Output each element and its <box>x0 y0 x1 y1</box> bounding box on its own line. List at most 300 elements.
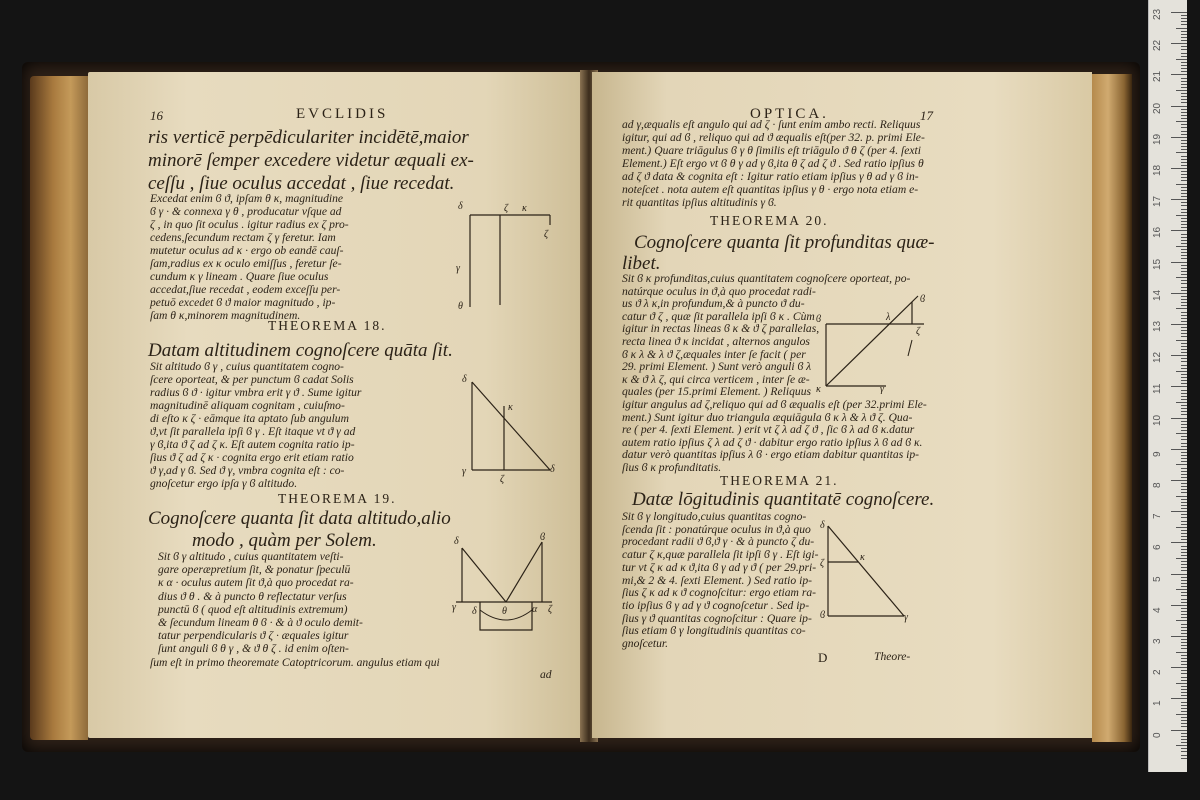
text-line: petuō excedet ϐ ϑ maior magnitudo , ip- <box>150 296 336 309</box>
ruler-tick <box>1171 480 1187 481</box>
ruler-tick <box>1181 474 1187 475</box>
ruler-tick <box>1181 333 1187 334</box>
ruler-tick <box>1176 745 1187 746</box>
ruler-tick <box>1181 555 1187 556</box>
ruler-label: 23 <box>1152 8 1163 20</box>
theorem-title: Datam altitudinem cognoſcere quāta ſit. <box>148 340 453 361</box>
ruler-tick <box>1181 34 1187 35</box>
text-line: rit quantitas ipſius altitudinis γ ϐ. <box>622 196 777 209</box>
text-line: tatur perpendicularis ϑ ζ · æquales igitur <box>158 629 349 643</box>
ruler-label: 12 <box>1152 352 1163 364</box>
ruler-tick <box>1171 605 1187 606</box>
ruler-tick <box>1181 602 1187 603</box>
theorem-title: modo , quàm per Solem. <box>192 530 377 551</box>
figure-label: γ <box>456 263 460 274</box>
ruler-tick <box>1181 177 1187 178</box>
ruler-tick <box>1181 595 1187 596</box>
ruler-tick <box>1181 78 1187 79</box>
ruler-tick <box>1171 698 1187 699</box>
ruler-tick <box>1176 340 1187 341</box>
ruler-tick <box>1181 627 1187 628</box>
ruler-tick <box>1181 617 1187 618</box>
figure-label: θ <box>502 606 507 617</box>
figure-label: δ <box>550 464 555 475</box>
ruler-tick <box>1176 152 1187 153</box>
ruler-tick <box>1181 71 1187 72</box>
ruler-tick <box>1181 393 1187 394</box>
ruler-tick <box>1181 549 1187 550</box>
ruler-tick <box>1181 439 1187 440</box>
ruler-tick <box>1181 577 1187 578</box>
ruler-tick <box>1181 56 1187 57</box>
ruler-tick <box>1171 511 1187 512</box>
figure-label: α <box>532 604 538 615</box>
ruler-tick <box>1181 689 1187 690</box>
ruler-tick <box>1181 249 1187 250</box>
ruler-tick <box>1181 358 1187 359</box>
ruler-tick <box>1181 171 1187 172</box>
ruler-tick <box>1181 302 1187 303</box>
ruler-tick <box>1181 224 1187 225</box>
figure-label: γ <box>462 466 466 477</box>
ruler-tick <box>1171 230 1187 231</box>
ruler-tick <box>1176 496 1187 497</box>
ruler-tick <box>1181 677 1187 678</box>
figure-diagram <box>460 372 560 484</box>
ruler-label: 9 <box>1152 451 1163 457</box>
ruler-tick <box>1181 486 1187 487</box>
ruler-tick <box>1181 84 1187 85</box>
ruler-tick <box>1171 12 1187 13</box>
ruler-tick <box>1181 561 1187 562</box>
ruler-label: 0 <box>1152 732 1163 738</box>
ruler-label: 20 <box>1152 102 1163 114</box>
ruler-tick <box>1181 711 1187 712</box>
text-line: catur ζ κ,quæ parallela ſit ipſi ϐ γ . Eſt igi- <box>622 548 819 562</box>
ruler-tick <box>1176 464 1187 465</box>
ruler-tick <box>1181 336 1187 337</box>
ruler-tick <box>1181 283 1187 284</box>
ruler-tick <box>1181 530 1187 531</box>
ruler-tick <box>1181 680 1187 681</box>
ruler-tick <box>1181 446 1187 447</box>
ruler-tick <box>1181 112 1187 113</box>
ruler-tick <box>1171 106 1187 107</box>
figure-label: θ <box>458 301 463 312</box>
ruler-tick <box>1181 40 1187 41</box>
text-line: Sit altitudo ϐ γ , cuius quantitatem cogno- <box>150 360 344 373</box>
ruler-tick <box>1181 62 1187 63</box>
ruler-tick <box>1181 539 1187 540</box>
ruler-tick <box>1181 633 1187 634</box>
theorem-title: Datæ lōgitudinis quantitatē cognoſcere. <box>632 489 935 510</box>
ruler-tick <box>1181 15 1187 16</box>
text-line: Excedat enim ϐ ϑ, ipſam θ κ, magnitudine <box>150 192 344 205</box>
ruler-label: 5 <box>1152 576 1163 582</box>
ruler-tick <box>1181 187 1187 188</box>
text-line: datur verò quantitas ipſius λ ϐ · ergo etiam dabitur quantitas ip- <box>622 448 919 462</box>
signature-mark: D <box>818 650 828 665</box>
ruler-label: 14 <box>1152 289 1163 301</box>
text-line: 29. primi Element. ) Sunt verò anguli ϐ λ <box>622 360 812 374</box>
ruler-tick <box>1181 514 1187 515</box>
text-line: us ϑ λ κ,in profundum,& à puncto ϑ du- <box>622 297 805 311</box>
ruler-tick <box>1181 268 1187 269</box>
ruler-tick <box>1176 28 1187 29</box>
ruler-tick <box>1181 140 1187 141</box>
text-line: cedens,ſecundum rectam ζ γ feretur. Iam <box>150 231 336 244</box>
ruler-tick <box>1171 542 1187 543</box>
theorem-title: libet. <box>622 253 661 274</box>
ruler-label: 21 <box>1152 71 1163 83</box>
ruler-tick <box>1181 483 1187 484</box>
ruler-tick <box>1181 692 1187 693</box>
ruler-tick <box>1181 377 1187 378</box>
ruler-tick <box>1181 630 1187 631</box>
ruler-label: 11 <box>1152 384 1163 395</box>
left-page <box>88 72 585 738</box>
ruler-tick <box>1171 730 1187 731</box>
ruler-tick <box>1181 717 1187 718</box>
ruler-tick <box>1181 134 1187 135</box>
ruler-tick <box>1171 168 1187 169</box>
text-line: ſam θ κ,minorem magnitudinem. <box>150 309 301 322</box>
ruler-tick <box>1181 726 1187 727</box>
ruler-label: 13 <box>1152 320 1163 332</box>
text-line: autem ratio ipſius ζ λ ad ζ ϑ · dabitur ergo ratio ipſius λ ϐ ad ϐ κ. <box>622 435 923 449</box>
text-line: minorē ſemper excedere videtur æquali ex- <box>148 150 474 171</box>
text-line: noteſcet . nota autem eſt quantitas ipſius γ θ · ergo nota etiam e- <box>622 183 919 196</box>
ruler-tick <box>1181 243 1187 244</box>
text-line: cundum κ γ lineam . Quare ſiue oculus <box>150 270 329 283</box>
theorem-title: Cognoſcere quanta ſit profunditas quæ- <box>634 232 935 253</box>
text-line: re ( per 4. ſexti Element. ) erit vt ζ λ ad ζ ϑ , ſic ϐ λ ad ϐ κ.datur <box>622 423 915 437</box>
ruler-tick <box>1176 59 1187 60</box>
ruler-tick <box>1181 458 1187 459</box>
ruler-tick <box>1181 227 1187 228</box>
ruler-tick <box>1181 673 1187 674</box>
ruler-tick <box>1181 99 1187 100</box>
figure-label: γ <box>904 612 908 623</box>
figure-label: ϐ <box>540 532 545 543</box>
ruler-tick <box>1171 43 1187 44</box>
ruler-tick <box>1176 433 1187 434</box>
ruler-tick <box>1181 343 1187 344</box>
text-line: ſcenda ſit : ponatúrque oculus in ϑ,à quo <box>622 522 811 536</box>
ruler-tick <box>1181 46 1187 47</box>
text-line: ceſſu , ſiue oculus accedat , ſiue recedat. <box>148 173 455 194</box>
ruler-tick <box>1181 720 1187 721</box>
ruler-tick <box>1181 748 1187 749</box>
ruler-tick <box>1181 165 1187 166</box>
ruler-tick <box>1181 489 1187 490</box>
ruler-tick <box>1181 287 1187 288</box>
ruler-tick <box>1181 424 1187 425</box>
ruler-tick <box>1181 533 1187 534</box>
text-line: tio ipſius ϐ γ ad γ ϑ cognoſcetur . Sed ip- <box>622 598 810 612</box>
text-line: accedat,ſiue recedat , eodem exceſſu per- <box>150 283 341 296</box>
ruler-tick <box>1171 636 1187 637</box>
ruler-tick <box>1181 505 1187 506</box>
text-line: igitur angulus ad ζ,reliquo qui ad ϐ æqualis eſt (per 32.primi Ele- <box>622 398 927 411</box>
ruler-tick <box>1181 93 1187 94</box>
ruler-tick <box>1181 570 1187 571</box>
ruler-tick <box>1176 652 1187 653</box>
ruler-tick <box>1181 221 1187 222</box>
text-line: tur vt ζ κ ad κ ϑ,ita ϐ γ ad γ ϑ ( per 29.pri- <box>622 560 817 574</box>
text-line: ſius ϐ κ profunditatis. <box>622 461 722 474</box>
ruler-tick <box>1181 115 1187 116</box>
figure-diagram <box>448 197 558 317</box>
ruler-label: 15 <box>1152 258 1163 270</box>
ruler-tick <box>1181 639 1187 640</box>
ruler-tick <box>1181 237 1187 238</box>
ruler-tick <box>1181 190 1187 191</box>
figure-label: δ <box>458 201 463 212</box>
page-number: 16 <box>150 108 163 123</box>
ruler-tick <box>1181 405 1187 406</box>
ruler-tick <box>1171 418 1187 419</box>
text-line: ϐ κ λ & λ ϑ ζ,æquales inter ſe facit ( per <box>622 347 806 361</box>
ruler-tick <box>1181 430 1187 431</box>
figure-label: γ <box>880 384 884 394</box>
ruler-tick <box>1181 146 1187 147</box>
ruler-tick <box>1176 714 1187 715</box>
text-line: radius ϐ ϑ · igitur vmbra erit γ ϑ . Sume igitur <box>150 386 362 399</box>
ruler-tick <box>1181 258 1187 259</box>
ruler-tick <box>1181 624 1187 625</box>
ruler-tick <box>1181 274 1187 275</box>
ruler-tick <box>1181 492 1187 493</box>
ruler-tick <box>1181 271 1187 272</box>
ruler-tick <box>1181 695 1187 696</box>
ruler-tick <box>1181 461 1187 462</box>
ruler-tick <box>1181 755 1187 756</box>
text-line: recta linea ϑ κ incidat , alternos angulos <box>622 335 810 348</box>
ruler-tick <box>1181 708 1187 709</box>
ruler-tick <box>1181 81 1187 82</box>
ruler-label: 10 <box>1152 414 1163 426</box>
ruler-tick <box>1181 499 1187 500</box>
ruler-tick <box>1171 574 1187 575</box>
ruler-tick <box>1181 174 1187 175</box>
text-line: ſum eſt in primo theoremate Catoptricorum. angulus etiam qui <box>150 656 440 669</box>
theorem-heading: THEOREMA 18. <box>268 318 387 333</box>
ruler-tick <box>1181 443 1187 444</box>
ruler-tick <box>1181 255 1187 256</box>
ruler-tick <box>1181 127 1187 128</box>
ruler-tick <box>1181 280 1187 281</box>
ruler-tick <box>1181 686 1187 687</box>
ruler-tick <box>1181 733 1187 734</box>
text-line: dius ϑ θ . & à puncto θ reflectatur verſus <box>158 589 347 603</box>
ruler-tick <box>1181 661 1187 662</box>
ruler-tick <box>1171 293 1187 294</box>
text-line: κ & ϑ λ ζ, qui circa verticem , inter ſe æ- <box>622 372 810 386</box>
text-line: ſius ζ κ ad κ ϑ cognoſcitur: ergo etiam ra- <box>622 586 817 600</box>
running-header: OPTICA. <box>750 106 829 122</box>
ruler-tick <box>1181 739 1187 740</box>
ruler-tick <box>1171 137 1187 138</box>
ruler-tick <box>1181 411 1187 412</box>
ruler-tick <box>1181 645 1187 646</box>
ruler-tick <box>1181 421 1187 422</box>
text-line: ϑ γ,ad γ ϐ. Sed ϑ γ, vmbra cognita eſt : co- <box>150 464 345 477</box>
text-line: igitur in rectas lineas ϐ κ & ϑ ζ parallelas, <box>622 322 820 336</box>
ruler-tick <box>1181 546 1187 547</box>
ruler-tick <box>1181 524 1187 525</box>
text-line: quales (per 15.primi Element. ) Reliquus <box>622 385 812 399</box>
ruler-tick <box>1176 402 1187 403</box>
ruler-tick <box>1176 90 1187 91</box>
text-line: & ſecundum lineam θ ϐ · & à ϑ oculo demit- <box>158 616 363 629</box>
ruler-tick <box>1181 580 1187 581</box>
ruler-tick <box>1181 564 1187 565</box>
ruler-tick <box>1181 583 1187 584</box>
ruler-label: 17 <box>1152 196 1163 208</box>
book-edge-left <box>30 76 88 740</box>
ruler-tick <box>1176 371 1187 372</box>
ruler-tick <box>1181 368 1187 369</box>
ruler-tick <box>1181 508 1187 509</box>
ruler-tick <box>1181 521 1187 522</box>
ruler-tick <box>1181 642 1187 643</box>
text-line: catur ϑ ζ , quæ ſit parallela ipſi ϐ κ . Cùm <box>622 309 815 323</box>
ruler-tick <box>1176 620 1187 621</box>
theorem-heading: THEOREMA 19. <box>278 491 397 506</box>
ruler-tick <box>1181 290 1187 291</box>
text-line: mutetur oculus ad κ · ergo ob eandē cauſ- <box>150 244 344 257</box>
ruler-tick <box>1176 121 1187 122</box>
ruler-tick <box>1181 156 1187 157</box>
figure-diagram <box>816 294 928 394</box>
ruler-label: 2 <box>1152 669 1163 676</box>
ruler-tick <box>1181 349 1187 350</box>
ruler-tick <box>1181 65 1187 66</box>
ruler-tick <box>1176 184 1187 185</box>
ruler-label: 19 <box>1152 133 1163 145</box>
figure-label: ζ <box>916 326 921 337</box>
ruler-tick <box>1181 452 1187 453</box>
text-line: magnitudinē aliquam cognitam , cuiuſmo- <box>150 399 345 412</box>
figure-label: ζ <box>548 604 553 615</box>
ruler-tick <box>1181 390 1187 391</box>
ruler-label: 22 <box>1152 40 1163 52</box>
figure-label: ζ <box>504 203 509 214</box>
ruler-tick <box>1181 408 1187 409</box>
text-line: κ α · oculus autem ſit ϑ,à quo procedat ra- <box>158 576 354 590</box>
text-line: gnoſcetur ergo ipſa γ ϐ altitudo. <box>150 477 298 490</box>
ruler-label: 1 <box>1152 700 1163 707</box>
text-line: Element.) Eſt ergo vt ϐ θ γ ad γ ϐ,ita θ ζ ad ζ ϑ . Sed ratio ipſius θ <box>622 157 924 170</box>
ruler-label: 18 <box>1152 164 1163 176</box>
text-line: gare operæpretium ſit, & ponatur ſpeculū <box>158 563 351 577</box>
ruler-tick <box>1181 21 1187 22</box>
ruler-tick <box>1181 209 1187 210</box>
ruler-tick <box>1181 517 1187 518</box>
ruler-tick <box>1181 567 1187 568</box>
catchword: ad <box>540 668 552 681</box>
ruler-label: 7 <box>1152 513 1163 520</box>
running-header: EVCLIDIS <box>296 106 389 122</box>
ruler-tick <box>1181 37 1187 38</box>
ruler-tick <box>1181 305 1187 306</box>
ruler-tick <box>1181 124 1187 125</box>
ruler-tick <box>1171 355 1187 356</box>
ruler-tick <box>1181 396 1187 397</box>
ruler-tick <box>1181 346 1187 347</box>
ruler-tick <box>1181 614 1187 615</box>
ruler-label: 3 <box>1152 638 1163 644</box>
ruler-tick <box>1176 246 1187 247</box>
theorem-heading: THEOREMA 20. <box>710 213 829 228</box>
figure-label: ϐ <box>816 314 821 325</box>
text-line: ad γ,æqualis eſt angulo qui ad ζ · ſunt enim ambo recti. Reliquus <box>622 118 921 131</box>
text-line: ſius etiam ϐ γ longitudinis quantitas co- <box>622 624 806 638</box>
ruler-tick <box>1181 143 1187 144</box>
ruler-tick <box>1181 751 1187 752</box>
figure-label: δ <box>454 536 459 547</box>
ruler-tick <box>1181 265 1187 266</box>
ruler-tick <box>1181 96 1187 97</box>
ruler-label: 4 <box>1152 607 1163 613</box>
ruler-tick <box>1171 199 1187 200</box>
ruler-tick <box>1181 586 1187 587</box>
text-line: ment.) Sunt igitur duo triangula æquiāgula ϐ κ λ & λ ϑ ζ. Qua- <box>622 410 913 424</box>
ruler-tick <box>1181 296 1187 297</box>
ruler-tick <box>1181 159 1187 160</box>
ruler-tick <box>1181 87 1187 88</box>
text-line: ϑ,vt ſit parallela ipſi ϐ γ . Eſt itaque vt ϑ γ ad <box>150 425 356 438</box>
figure-label: ϐ <box>920 294 925 305</box>
ruler-tick <box>1181 131 1187 132</box>
text-line: ſunt anguli ϐ θ γ , & ϑ θ ζ . id enim oſten- <box>158 642 349 656</box>
figure-label: κ <box>508 402 513 413</box>
figure-label: γ <box>452 602 456 613</box>
page-number: 17 <box>920 108 933 123</box>
text-line: ad ζ ϑ data & cognita eſt : Igitur ratio etiam ipſius γ θ ad γ ϐ in- <box>622 170 919 183</box>
right-page <box>592 72 1092 738</box>
text-line: igitur, qui ad ϐ , reliquo qui ad ϑ æqualis eſt(per 32. p. primi Ele- <box>622 131 925 144</box>
ruler-tick <box>1181 252 1187 253</box>
ruler-tick <box>1181 205 1187 206</box>
ruler-tick <box>1181 552 1187 553</box>
theorem-heading: THEOREMA 21. <box>720 473 839 488</box>
ruler-tick <box>1181 455 1187 456</box>
text-line: ſam,radius ex κ oculo emiſſus , feretur ſe- <box>150 257 342 270</box>
text-line: mi,& 2 & 4. ſexti Element. ) Sed ratio ip- <box>622 573 812 587</box>
figure-label: δ <box>472 606 477 617</box>
measurement-ruler <box>1148 0 1187 772</box>
ruler-tick <box>1181 234 1187 235</box>
ruler-tick <box>1176 558 1187 559</box>
ruler-tick <box>1181 202 1187 203</box>
text-line: γ ϐ,ita ϑ ζ ad ζ κ. Eſt autem cognita ratio ip- <box>150 438 355 451</box>
ruler-tick <box>1181 361 1187 362</box>
ruler-tick <box>1181 102 1187 103</box>
ruler-tick <box>1181 705 1187 706</box>
ruler-tick <box>1181 536 1187 537</box>
ruler-tick <box>1181 648 1187 649</box>
figure-label: ζ <box>500 474 505 484</box>
ruler-tick <box>1181 502 1187 503</box>
ruler-tick <box>1176 589 1187 590</box>
text-line: ϐ γ · & connexa γ θ , producatur vſque ad <box>150 205 342 218</box>
text-line: ſius ϑ ζ ad ζ κ · cognita ergo erit etiam ratio <box>150 451 354 464</box>
ruler-tick <box>1181 468 1187 469</box>
figure-label: ζ <box>544 229 549 240</box>
figure-label: κ <box>816 384 821 394</box>
